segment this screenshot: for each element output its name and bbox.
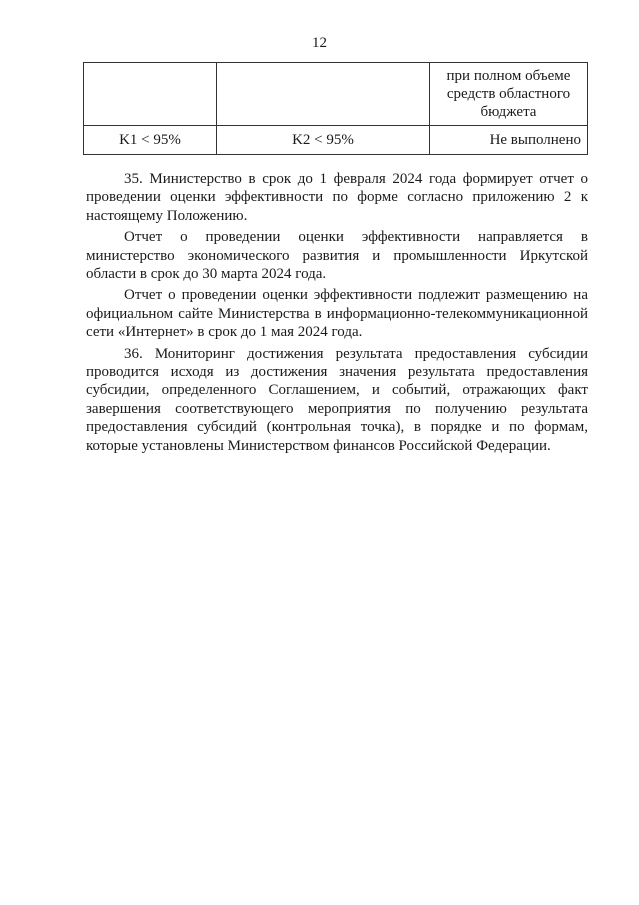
table-cell-funding-note: при полном объеме средств областного бюджета	[430, 63, 588, 126]
table-cell	[217, 63, 430, 126]
document-body	[86, 170, 588, 458]
paragraph-35: 35. Министерство в срок до 1 февраля 2024 года формирует отчет о проведении оценки эффективности по форме согласно приложению 2 к настоящему Положению.	[86, 171, 588, 224]
table-cell-k2: K2 < 95%	[217, 126, 430, 155]
table-cell	[84, 63, 217, 126]
table-cell-k1: K1 < 95%	[84, 126, 217, 155]
table-row	[84, 63, 588, 126]
paragraph-36: 36. Мониторинг достижения результата предоставления субсидии проводится исходя из достижения значения результата предоставления субсидии, определенного Соглашением, и событий, отражающих факт завершения соответствующего мероприятия по получению результата предоставления субсидий (контрольная точка), в порядке и по формам, которые установлены Министерством финансов Российской Федерации.	[86, 345, 588, 454]
page-number: 12	[312, 35, 327, 51]
criteria-table	[83, 62, 588, 155]
table-row	[84, 126, 588, 155]
table-cell-status: Не выполнено	[430, 126, 588, 155]
paragraph-report-submission: Отчет о проведении оценки эффективности направляется в министерство экономического развития и промышленности Иркутской области в срок до 30 марта 2024 года.	[86, 229, 588, 283]
paragraph-report-publication: Отчет о проведении оценки эффективности подлежит размещению на официальном сайте Министерства в информационно-телекоммуникационной сети «Интернет» в срок до 1 мая 2024 года.	[86, 287, 588, 341]
